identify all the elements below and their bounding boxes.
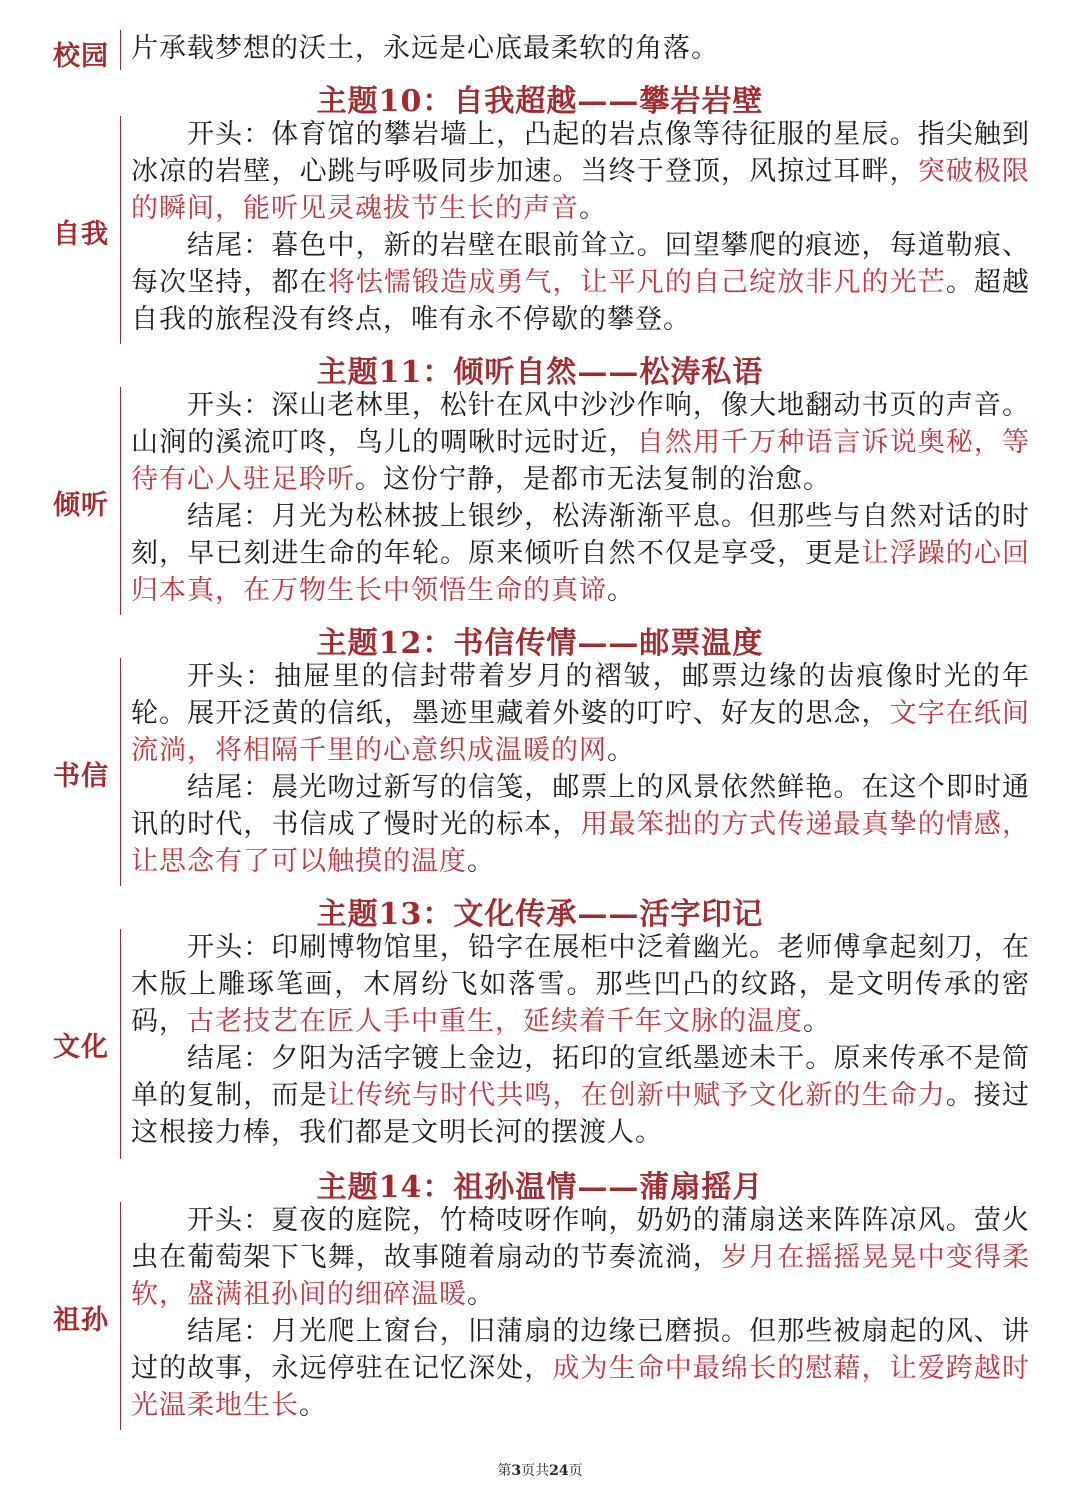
opening-paragraph bbox=[131, 658, 1030, 769]
closing-highlight: 成为生命中最绵长的慰藉，让爱跨越时光温柔地生长 bbox=[131, 1353, 1031, 1421]
closing-text: 结尾：月光为松林披上银纱，松涛渐渐平息。但那些与自然对话的时刻，早已刻进生命的年轮。原来倾听自然不仅是享受，更是 bbox=[131, 501, 1030, 569]
closing-paragraph bbox=[131, 498, 1030, 609]
section-body bbox=[120, 1202, 1030, 1430]
section-body bbox=[120, 929, 1030, 1159]
opening-highlight: 自然用千万种语言诉说奥秘，等待有心人驻足聆听 bbox=[131, 427, 1031, 495]
opening-paragraph bbox=[131, 387, 1030, 498]
section-heading: 主题14：祖孙温情——蒲扇摇月 bbox=[316, 1170, 764, 1205]
closing-text: 结尾：月光爬上窗台，旧蒲扇的边缘已磨损。但那些被扇起的风、讲过的故事，永远停驻在记忆深处， bbox=[131, 1316, 1030, 1384]
closing-text: 结尾：暮色中，新的岩壁在眼前耸立。回望攀爬的痕迹，每道勒痕、每次坚持，都在 bbox=[131, 230, 1030, 298]
carryover-text: 片承载梦想的沃土，永远是心底最柔软的角落。 bbox=[131, 33, 719, 64]
closing-highlight: 将怯懦锻造成勇气，让平凡的自己绽放非凡的光芒 bbox=[327, 267, 946, 298]
opening-tail: 。这份宁静，是都市无法复制的治愈。 bbox=[355, 464, 831, 495]
opening-text: 开头：夏夜的庭院，竹椅吱呀作响，奶奶的蒲扇送来阵阵凉风。萤火虫在葡萄架下飞舞，故事随着扇动的节奏流淌， bbox=[131, 1205, 1030, 1273]
section-heading: 主题10：自我超越——攀岩岩壁 bbox=[316, 84, 764, 119]
footer-suffix: 页 bbox=[568, 1463, 583, 1479]
side-label: 文化 bbox=[53, 1032, 109, 1063]
closing-highlight: 让传统与时代共鸣，在创新中赋予文化新的生命力 bbox=[327, 1080, 946, 1111]
opening-paragraph bbox=[131, 116, 1030, 227]
side-label: 倾听 bbox=[53, 490, 109, 521]
opening-tail: 。 bbox=[467, 1279, 495, 1310]
opening-text: 开头：体育馆的攀岩墙上，凸起的岩点像等待征服的星辰。指尖触到冰凉的岩壁，心跳与呼吸同步加速。当终于登顶，风掠过耳畔， bbox=[131, 119, 1030, 187]
section-heading: 主题13：文化传承——活字印记 bbox=[316, 897, 764, 932]
closing-tail: 。 bbox=[299, 1390, 327, 1421]
opening-text: 开头：深山老林里，松针在风中沙沙作响，像大地翻动书页的声音。山涧的溪流叮咚，鸟儿的啁啾时远时近， bbox=[131, 390, 1030, 458]
closing-paragraph bbox=[131, 769, 1030, 880]
top-carryover bbox=[0, 30, 1080, 72]
closing-text: 结尾：夕阳为活字镀上金边，拓印的宣纸墨迹未干。原来传承不是简单的复制，而是 bbox=[131, 1043, 1030, 1111]
section-10 bbox=[0, 116, 1080, 344]
closing-highlight: 让浮躁的心回归本真，在万物生长中领悟生命的真谛 bbox=[131, 538, 1030, 606]
opening-highlight: 岁月在摇摇晃晃中变得柔软，盛满祖孙间的细碎温暖 bbox=[131, 1242, 1030, 1310]
side-label: 自我 bbox=[53, 219, 109, 250]
opening-highlight: 古老技艺在匠人手中重生，延续着千年文脉的温度 bbox=[187, 1006, 803, 1037]
section-14 bbox=[0, 1202, 1080, 1430]
section-body bbox=[120, 658, 1030, 886]
opening-tail: 。 bbox=[607, 735, 635, 766]
closing-highlight: 用最笨拙的方式传递最真挚的情感，让思念有了可以触摸的温度 bbox=[131, 809, 1031, 877]
footer-prefix: 第 bbox=[497, 1463, 512, 1479]
closing-paragraph bbox=[131, 227, 1030, 338]
section-12 bbox=[0, 658, 1080, 886]
closing-tail: 。接过这根接力棒，我们都是文明长河的摆渡人。 bbox=[131, 1080, 1031, 1148]
closing-tail: 。 bbox=[467, 846, 495, 877]
opening-paragraph bbox=[131, 1202, 1030, 1313]
section-heading: 主题12：书信传情——邮票温度 bbox=[316, 626, 764, 661]
opening-text: 开头：印刷博物馆里，铅字在展柜中泛着幽光。老师傅拿起刻刀，在木版上雕琢笔画，木屑纷飞如落雪。那些凹凸的纹路，是文明传承的密码， bbox=[131, 932, 1030, 1037]
side-label: 书信 bbox=[53, 761, 109, 792]
section-body bbox=[120, 387, 1030, 615]
total-page-count: 24 bbox=[549, 1463, 569, 1479]
section-body bbox=[120, 116, 1030, 344]
side-label-campus: 校园 bbox=[53, 41, 109, 72]
closing-paragraph bbox=[131, 1313, 1030, 1424]
section-13 bbox=[0, 929, 1080, 1159]
closing-tail: 。 bbox=[607, 575, 635, 606]
closing-text: 结尾：晨光吻过新写的信笺，邮票上的风景依然鲜艳。在这个即时通讯的时代，书信成了慢时光的标本， bbox=[131, 772, 1030, 840]
opening-text: 开头：抽屉里的信封带着岁月的褶皱，邮票边缘的齿痕像时光的年轮。展开泛黄的信纸，墨迹里藏着外婆的叮咛、好友的思念， bbox=[131, 661, 1030, 729]
opening-tail: 。 bbox=[803, 1006, 831, 1037]
section-heading: 主题11：倾听自然——松涛私语 bbox=[316, 355, 764, 390]
footer-middle: 页共 bbox=[521, 1463, 550, 1479]
opening-tail: 。 bbox=[579, 193, 607, 224]
current-page-number: 3 bbox=[511, 1463, 522, 1479]
section-11 bbox=[0, 387, 1080, 615]
opening-highlight: 文字在纸间流淌，将相隔千里的心意织成温暖的网 bbox=[131, 698, 1031, 766]
carryover-box bbox=[120, 30, 1030, 70]
page-footer bbox=[0, 1460, 1080, 1480]
closing-tail: 。超越自我的旅程没有终点，唯有永不停歇的攀登。 bbox=[131, 267, 1031, 335]
side-label: 祖孙 bbox=[53, 1305, 109, 1336]
closing-paragraph bbox=[131, 1040, 1030, 1151]
opening-paragraph bbox=[131, 929, 1030, 1040]
opening-highlight: 突破极限的瞬间，能听见灵魂拔节生长的声音 bbox=[131, 156, 1031, 224]
